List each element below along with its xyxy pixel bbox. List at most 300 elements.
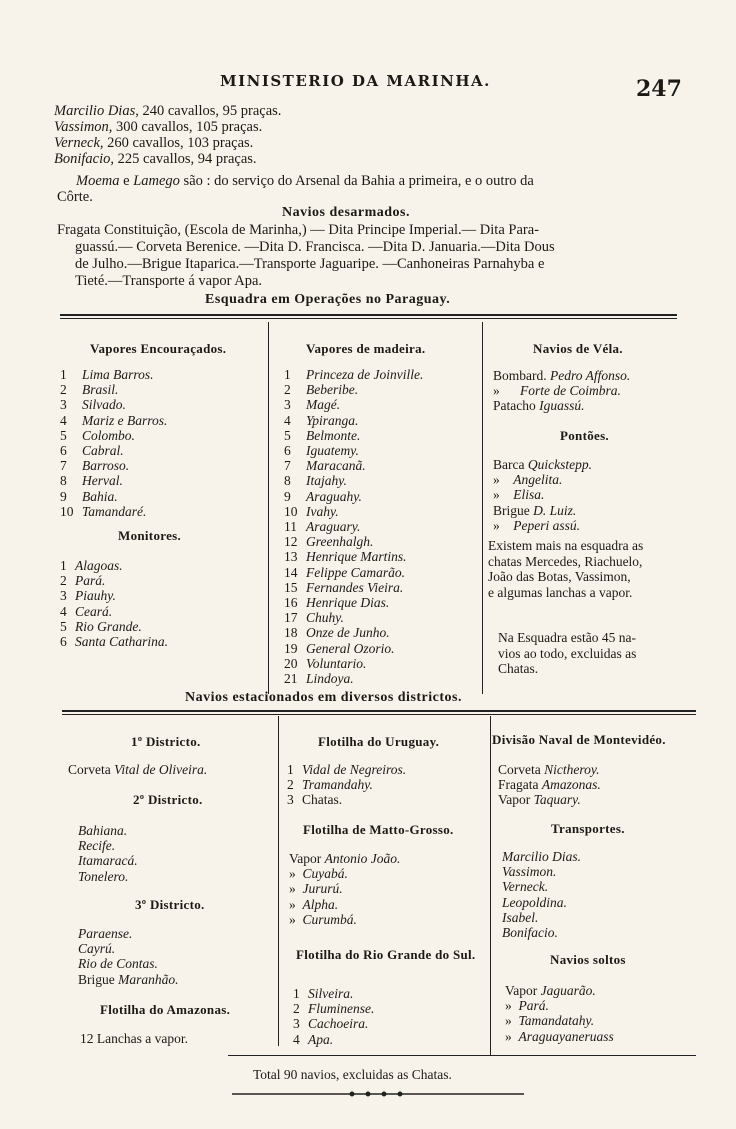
item-number: 4 — [284, 412, 291, 428]
ship-name: Jaguarão. — [540, 983, 596, 998]
list-item — [78, 823, 138, 838]
ship-name: e algumas lanchas a vapor. — [488, 584, 633, 600]
list-item — [60, 573, 168, 588]
district-1-list — [68, 762, 207, 777]
uruguay-heading: Flotilha do Uruguay. — [318, 734, 440, 749]
ship-name: Lima Barros. — [82, 367, 154, 382]
list-item — [493, 518, 592, 533]
list-item — [284, 473, 423, 488]
item-prefix: » — [289, 866, 303, 882]
ship-name: Magé. — [306, 397, 341, 413]
item-number: 18 — [284, 625, 298, 641]
ship-name: Jururú. — [302, 881, 343, 897]
list-item — [505, 1013, 614, 1028]
ship-name: Verneck. — [502, 879, 549, 895]
list-item — [493, 503, 592, 518]
item-number: 6 — [60, 634, 67, 650]
ship-name: Vassimon. — [502, 864, 557, 880]
list-item — [505, 1029, 614, 1044]
ship-name: Cabral. — [82, 443, 124, 459]
ship-name: Antonio João. — [324, 851, 401, 866]
item-prefix: » — [505, 998, 519, 1014]
list-item — [498, 762, 601, 777]
ship-name: Vital de Oliveira. — [114, 762, 208, 777]
item-number: 3 — [60, 588, 67, 604]
ship-name: Silvado. — [82, 397, 126, 413]
ship-name: Beberibe. — [306, 382, 359, 398]
list-item — [502, 925, 581, 940]
ship-name: Cayrú. — [78, 941, 116, 957]
ship-name: Tamandatahy. — [518, 1013, 595, 1029]
ship-name: Lamego — [133, 173, 180, 189]
district-2-heading: 2º Districto. — [133, 792, 203, 807]
list-item — [287, 762, 406, 777]
list-item — [60, 604, 168, 619]
list-item — [505, 983, 614, 998]
list-item — [502, 910, 581, 925]
page-title: MINISTERIO DA MARINHA. — [220, 72, 491, 90]
ship-name: Verneck — [54, 135, 100, 151]
item-prefix: Patacho — [493, 398, 540, 414]
ship-name: Isabel. — [502, 909, 539, 925]
item-number: 21 — [284, 671, 298, 687]
list-item — [493, 457, 592, 472]
ship-name: Henrique Martins. — [306, 549, 407, 565]
ship-name: Pará. — [518, 998, 549, 1014]
disarmed-line: de Julho.—Brigue Itaparica.—Transporte Jaguaripe. —Canhoneiras Parnahyba e — [75, 256, 545, 272]
divider — [62, 710, 696, 712]
matto-grosso-list — [289, 851, 400, 927]
list-item — [78, 941, 179, 956]
list-item — [293, 986, 374, 1001]
ship-name: Colombo. — [82, 427, 135, 443]
list-item — [493, 383, 630, 398]
list-item — [498, 661, 636, 677]
ornamental-rule — [232, 1091, 524, 1097]
list-item — [60, 413, 167, 428]
item-number: 11 — [284, 519, 297, 535]
item-prefix: Brigue — [493, 502, 534, 518]
ship-name: Angelita. — [513, 472, 563, 488]
ship-name: Rio de Contas. — [78, 956, 158, 972]
item-prefix: » — [493, 517, 514, 533]
item-number: 1 — [284, 367, 291, 382]
list-item — [284, 519, 423, 534]
ship-name: Cuyabá. — [302, 866, 348, 882]
list-item — [284, 565, 423, 580]
item-number: 7 — [60, 458, 67, 474]
item-number: 19 — [284, 640, 298, 656]
ship-name: Tamandaré. — [82, 503, 147, 519]
list-item — [488, 585, 643, 601]
ship-name: Vassimon — [54, 119, 109, 135]
loose-ships-heading: Navios soltos — [550, 952, 626, 967]
list-item — [488, 554, 643, 570]
item-prefix: Barca — [493, 457, 528, 472]
item-number: 2 — [284, 382, 291, 398]
ship-name: Forte de Coimbra. — [520, 383, 621, 399]
list-item — [284, 641, 423, 656]
item-number: 3 — [293, 1016, 300, 1032]
item-prefix: Vapor — [498, 792, 534, 808]
list-item — [289, 851, 400, 866]
list-item — [289, 897, 400, 912]
list-item — [78, 838, 138, 853]
ship-name: Bahiana. — [78, 823, 128, 838]
ship-name: Peperi assú. — [513, 517, 580, 533]
text-fragment: e — [119, 173, 134, 189]
item-number: 4 — [60, 412, 67, 428]
ship-name: Princeza de Joinville. — [306, 367, 424, 382]
list-item — [78, 926, 179, 941]
item-number: 3 — [60, 397, 67, 413]
item-prefix: Brigue — [78, 971, 119, 987]
list-item — [498, 630, 636, 646]
item-number: 2 — [60, 382, 67, 398]
item-number: 10 — [284, 503, 298, 519]
ship-name: Araguahy. — [306, 488, 362, 504]
list-item — [502, 864, 581, 879]
divider — [62, 714, 696, 715]
paraguay-total-note — [498, 630, 636, 677]
ship-name: Curumbá. — [302, 911, 357, 927]
ship-name: Fernandes Vieira. — [306, 579, 404, 595]
list-item — [284, 656, 423, 671]
item-number: 5 — [60, 618, 67, 634]
list-item — [78, 956, 179, 971]
item-number: 14 — [284, 564, 298, 580]
item-number: 1 — [287, 762, 294, 777]
ship-name: Bonifacio. — [502, 925, 558, 941]
montevideo-heading: Divisão Naval de Montevidéo. — [492, 732, 666, 747]
list-item — [60, 588, 168, 603]
list-item — [289, 866, 400, 881]
item-number: 1 — [60, 558, 67, 573]
ship-name: Onze de Junho. — [306, 625, 390, 641]
list-item — [284, 458, 423, 473]
item-prefix: Vapor — [505, 983, 541, 998]
list-item — [284, 580, 423, 595]
total-line: Total 90 navios, excluidas as Chatas. — [253, 1067, 452, 1082]
list-item — [284, 382, 423, 397]
divider — [228, 1055, 696, 1056]
transports-heading: Transportes. — [551, 821, 625, 836]
sail-heading: Navios de Véla. — [533, 341, 623, 356]
item-prefix: Vapor — [289, 851, 325, 866]
list-item — [287, 777, 406, 792]
item-number: 17 — [284, 610, 298, 626]
list-item — [284, 397, 423, 412]
ship-name: Fluminense. — [308, 1001, 375, 1017]
pontoons-list — [493, 457, 592, 533]
ship-name: Lindoya. — [306, 671, 354, 687]
amazonas-item: 12 Lanchas a vapor. — [80, 1031, 188, 1046]
list-item — [60, 473, 167, 488]
list-item — [284, 610, 423, 625]
ship-name: Recife. — [78, 838, 116, 854]
item-number: 3 — [284, 397, 291, 413]
ship-name: Araguayaneruass — [518, 1028, 614, 1044]
item-number: 15 — [284, 579, 298, 595]
ship-name: Apa. — [308, 1031, 334, 1047]
ship-name: chatas Mercedes, Riachuelo, — [488, 553, 643, 569]
disarmed-line: Fragata Constituição, (Escola de Marinha,) — Dita Principe Imperial.— Dita Para- — [57, 222, 539, 238]
ship-name: Henrique Dias. — [306, 595, 390, 611]
ship-name: Na Esquadra estão 45 na- — [498, 630, 636, 645]
item-number: 6 — [60, 443, 67, 459]
rio-grande-heading: Flotilha do Rio Grande do Sul. — [296, 947, 476, 962]
wooden-heading: Vapores de madeira. — [306, 341, 426, 356]
ship-name: Chuhy. — [306, 610, 344, 626]
page-number: 247 — [636, 76, 682, 102]
ship-name: Bahia. — [82, 488, 118, 504]
sail-list — [493, 368, 630, 414]
list-item — [284, 625, 423, 640]
column-divider — [278, 716, 279, 1046]
text-fragment: são : do serviço do Arsenal da Bahia a primeira, e o outro da — [179, 173, 534, 189]
ship-name: Silveira. — [308, 986, 354, 1001]
disarmed-line: guassú.— Corveta Berenice. —Dita D. Francisca. —Dita D. Januaria.—Dita Dous — [75, 239, 555, 255]
matto-grosso-heading: Flotilha de Matto-Grosso. — [303, 822, 454, 837]
item-number: 20 — [284, 655, 298, 671]
list-item — [68, 762, 207, 777]
loose-ships-list — [505, 983, 614, 1044]
ship-details: , 260 cavallos, 103 praças. — [99, 135, 254, 151]
item-prefix: » — [289, 911, 303, 927]
monitors-list — [60, 558, 168, 649]
ship-name: Tramandahy. — [302, 777, 373, 793]
item-number: 7 — [284, 458, 291, 474]
item-number: 12 — [284, 534, 298, 550]
list-item — [284, 413, 423, 428]
list-item — [287, 792, 406, 807]
ship-name: D. Luiz. — [533, 502, 577, 518]
list-item — [60, 458, 167, 473]
transports-list — [502, 849, 581, 940]
item-number: 6 — [284, 443, 291, 459]
rio-grande-list — [293, 986, 374, 1047]
item-number: 10 — [60, 503, 74, 519]
ship-name: Moema — [76, 173, 120, 189]
divider — [60, 314, 677, 316]
list-item — [60, 619, 168, 634]
montevideo-list — [498, 762, 601, 808]
item-prefix: » — [493, 383, 520, 399]
ship-name: Pedro Affonso. — [550, 368, 631, 383]
ship-name: Chatas. — [302, 792, 343, 808]
list-item — [493, 368, 630, 383]
list-item — [60, 397, 167, 412]
ship-name: Nictheroy. — [544, 762, 600, 777]
ship-name: Alagoas. — [75, 558, 123, 573]
item-number: 5 — [284, 427, 291, 443]
item-prefix: » — [505, 1028, 519, 1044]
ship-name: Ceará. — [75, 603, 113, 619]
item-number: 1 — [60, 367, 67, 382]
ship-name: Taquary. — [533, 792, 581, 808]
item-prefix: » — [289, 881, 303, 897]
ship-details: , 225 cavallos, 94 praças. — [110, 151, 257, 167]
item-prefix: Fragata — [498, 777, 542, 793]
item-number: 2 — [293, 1001, 300, 1017]
item-prefix: » — [493, 472, 514, 488]
list-item — [505, 998, 614, 1013]
ship-name: João das Botas, Vassimon, — [488, 569, 631, 584]
intro-line — [54, 103, 281, 119]
item-number: 8 — [60, 473, 67, 489]
ship-name: Ypiranga. — [306, 412, 359, 428]
list-item — [284, 549, 423, 564]
item-prefix: » — [493, 487, 514, 503]
item-number: 9 — [284, 488, 291, 504]
ship-name: Iguassú. — [539, 398, 585, 414]
list-item — [493, 487, 592, 502]
list-item — [78, 869, 138, 884]
ship-name: Ivahy. — [306, 503, 339, 519]
ship-name: Piauhy. — [75, 588, 116, 604]
ship-name: Itajahy. — [306, 473, 347, 489]
list-item — [502, 895, 581, 910]
list-item — [498, 792, 601, 807]
list-item — [60, 382, 167, 397]
list-item — [284, 367, 423, 382]
ship-name: Iguatemy. — [306, 443, 359, 459]
list-item — [502, 879, 581, 894]
list-item — [60, 443, 167, 458]
list-item — [284, 489, 423, 504]
ship-name: Santa Catharina. — [75, 634, 169, 650]
ship-name: Marcilio Dias. — [502, 849, 581, 864]
list-item — [60, 367, 167, 382]
item-prefix: » — [505, 1013, 519, 1029]
ship-name: Alpha. — [302, 896, 339, 912]
list-item — [284, 504, 423, 519]
ship-name: Leopoldina. — [502, 894, 567, 910]
district-2-list — [78, 823, 138, 884]
ship-name: Araguary. — [306, 519, 361, 535]
item-number: 2 — [287, 777, 294, 793]
ship-name: Rio Grande. — [75, 618, 142, 634]
ship-name: Amazonas. — [541, 777, 601, 793]
moema-line-2: Côrte. — [57, 189, 93, 205]
intro-line — [54, 151, 281, 167]
ship-name: Felippe Camarão. — [306, 564, 405, 580]
item-prefix: Bombard. — [493, 368, 550, 383]
list-item — [498, 777, 601, 792]
ship-name: Chatas. — [498, 661, 539, 676]
item-number: 16 — [284, 595, 298, 611]
uruguay-list — [287, 762, 406, 808]
list-item — [488, 569, 643, 585]
item-number: 2 — [60, 573, 67, 589]
item-prefix: » — [289, 896, 303, 912]
item-number: 4 — [293, 1031, 300, 1047]
paraguay-note — [488, 538, 643, 600]
districts-title: Navios estacionados em diversos districtos. — [185, 690, 462, 705]
ship-name: Pará. — [75, 573, 106, 589]
ship-name: Paraense. — [78, 926, 133, 941]
list-item — [78, 972, 179, 987]
ship-details: , 300 cavallos, 105 praças. — [108, 119, 263, 135]
list-item — [60, 489, 167, 504]
district-3-heading: 3º Districto. — [135, 897, 205, 912]
ship-name: Elisa. — [513, 487, 545, 503]
list-item — [493, 472, 592, 487]
ship-name: Marcilio Dias — [54, 103, 136, 119]
list-item — [293, 1032, 374, 1047]
list-item — [293, 1016, 374, 1031]
intro-line — [54, 135, 281, 151]
monitors-heading: Monitores. — [118, 528, 182, 543]
ironclads-heading: Vapores Encouraçados. — [90, 341, 227, 356]
ship-details: , 240 cavallos, 95 praças. — [135, 103, 282, 119]
ship-name: Voluntario. — [306, 655, 367, 671]
list-item — [78, 853, 138, 868]
item-number: 9 — [60, 488, 67, 504]
ship-name: Quickstepp. — [527, 457, 592, 472]
column-divider — [490, 716, 491, 1056]
paraguay-title: Esquadra em Operações no Paraguay. — [205, 292, 451, 307]
ship-name: Vidal de Negreiros. — [302, 762, 407, 777]
list-item — [289, 912, 400, 927]
ship-name: Greenhalgh. — [306, 534, 374, 550]
list-item — [502, 849, 581, 864]
ship-name: Bonifacio — [54, 151, 111, 167]
disarmed-line: Tieté.—Transporte á vapor Apa. — [75, 273, 263, 289]
intro-line — [54, 119, 281, 135]
amazonas-heading: Flotilha do Amazonas. — [100, 1002, 231, 1017]
item-number: 8 — [284, 473, 291, 489]
list-item — [284, 534, 423, 549]
item-number: 1 — [293, 986, 300, 1001]
ship-name: Herval. — [82, 473, 123, 489]
ship-name: Barroso. — [82, 458, 130, 474]
ironclads-list — [60, 367, 167, 519]
disarmed-title: Navios desarmados. — [282, 205, 411, 220]
list-item — [284, 595, 423, 610]
list-item — [60, 504, 167, 519]
list-item — [289, 881, 400, 896]
item-prefix: Corveta — [498, 762, 545, 777]
list-item — [488, 538, 643, 554]
ship-name: Maranhão. — [118, 971, 179, 987]
list-item — [284, 428, 423, 443]
item-number: 13 — [284, 549, 298, 565]
list-item — [60, 428, 167, 443]
ship-name: Mariz e Barros. — [82, 412, 168, 428]
list-item — [498, 646, 636, 662]
moema-line — [76, 173, 534, 189]
item-prefix: Corveta — [68, 762, 115, 777]
column-divider — [268, 322, 269, 694]
list-item — [293, 1001, 374, 1016]
ship-name: vios ao todo, excluidas as — [498, 645, 637, 661]
item-number: 5 — [60, 427, 67, 443]
ship-name: Existem mais na esquadra as — [488, 538, 644, 553]
divider — [60, 318, 677, 319]
district-1-heading: 1º Districto. — [131, 734, 201, 749]
ship-name: Maracanã. — [306, 458, 366, 474]
list-item — [284, 443, 423, 458]
list-item — [60, 558, 168, 573]
ship-name: Brasil. — [82, 382, 119, 398]
pontoons-heading: Pontões. — [560, 428, 609, 443]
ship-name: Tonelero. — [78, 868, 129, 884]
list-item — [284, 671, 423, 686]
wooden-list — [284, 367, 423, 686]
ship-name: Itamaracá. — [78, 853, 138, 869]
list-item — [60, 634, 168, 649]
